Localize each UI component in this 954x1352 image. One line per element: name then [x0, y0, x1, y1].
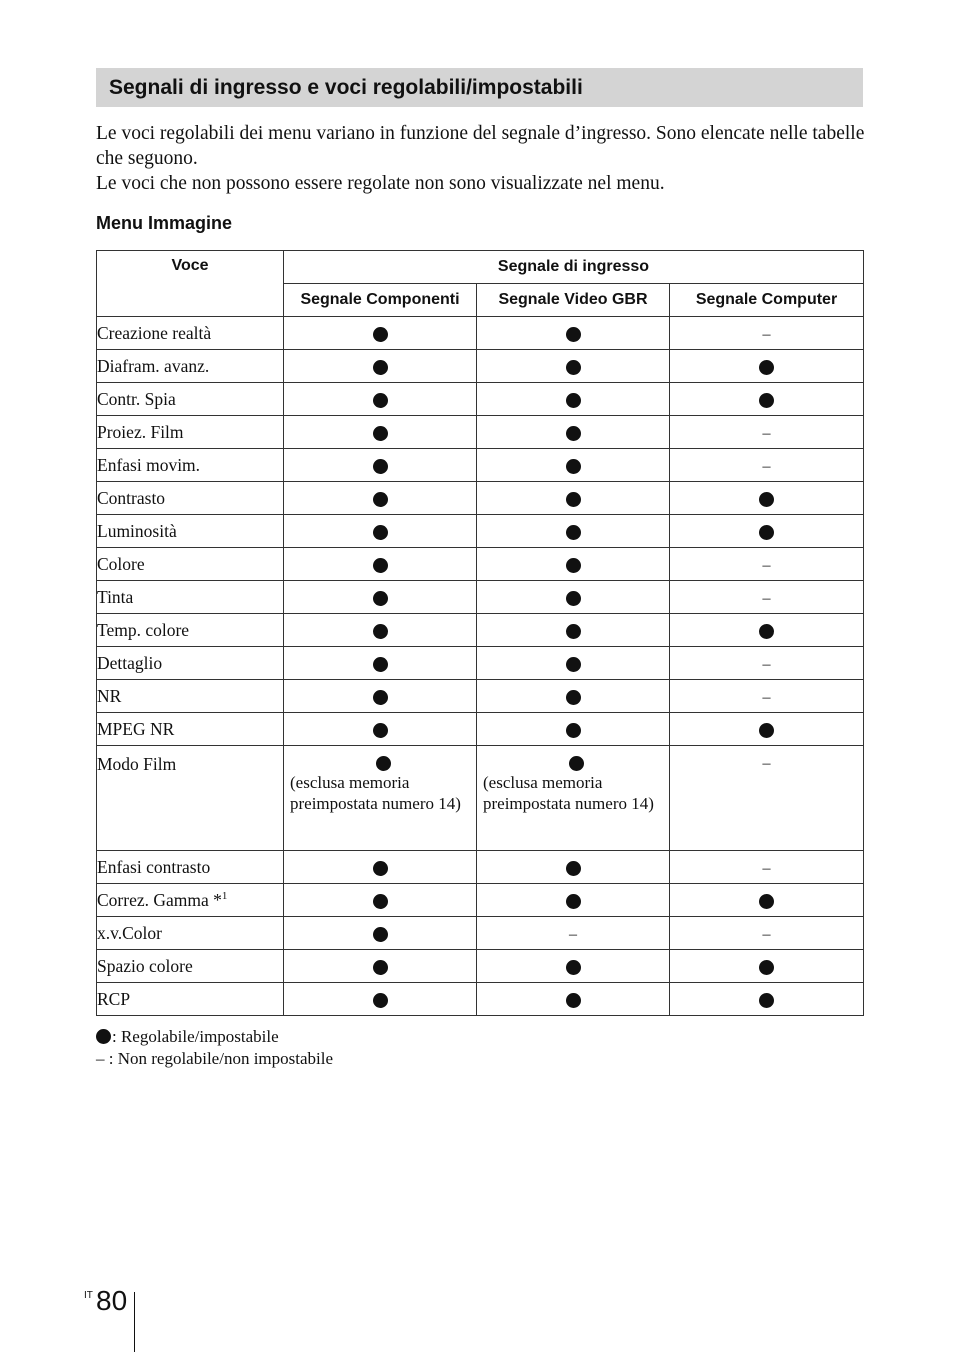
- cell-computer: [670, 383, 864, 416]
- filled-dot-icon: [566, 459, 581, 474]
- filled-dot-icon: [759, 960, 774, 975]
- filled-dot-icon: [759, 525, 774, 540]
- filled-dot-icon: [566, 723, 581, 738]
- table-row: [97, 950, 864, 983]
- cell-componenti: [284, 950, 477, 983]
- row-label-text: Spazio colore: [97, 955, 193, 976]
- cell-video-gbr: [477, 449, 670, 482]
- filled-dot-icon: [566, 624, 581, 639]
- cell-video-gbr: [477, 614, 670, 647]
- cell-componenti: [284, 317, 477, 350]
- filled-dot-icon: [373, 657, 388, 672]
- filled-dot-icon: [759, 360, 774, 375]
- filled-dot-icon: [376, 756, 391, 771]
- filled-dot-icon: [566, 558, 581, 573]
- filled-dot-icon: [566, 360, 581, 375]
- cell-video-gbr: [477, 581, 670, 614]
- filled-dot-icon: [566, 993, 581, 1008]
- cell-componenti: [284, 680, 477, 713]
- cell-video-gbr: [477, 383, 670, 416]
- table-row: [97, 482, 864, 515]
- row-label: [97, 983, 284, 1016]
- row-label: [97, 350, 284, 383]
- row-label-text: Tinta: [97, 586, 134, 607]
- table-row: [97, 983, 864, 1016]
- row-label: [97, 416, 284, 449]
- cell-componenti: [284, 548, 477, 581]
- cell-video-gbr: [477, 482, 670, 515]
- table-row: [97, 548, 864, 581]
- intro-paragraph-2: Le voci che non possono essere regolate non sono visualizzate nel menu.: [96, 173, 665, 194]
- row-label-text: Luminosità: [97, 520, 177, 541]
- filled-dot-icon: [373, 525, 388, 540]
- filled-dot-icon: [759, 894, 774, 909]
- row-label: [97, 746, 284, 851]
- cell-video-gbr: [477, 983, 670, 1016]
- filled-dot-icon: [373, 426, 388, 441]
- filled-dot-icon: [373, 993, 388, 1008]
- table-row: [97, 647, 864, 680]
- cell-computer: [670, 917, 864, 950]
- row-label-text: Diafram. avanz.: [97, 355, 210, 376]
- cell-video-gbr: [477, 884, 670, 917]
- filled-dot-icon: [373, 861, 388, 876]
- table-row: [97, 680, 864, 713]
- table-row: [97, 515, 864, 548]
- dash-mark: –: [762, 589, 771, 607]
- row-label-text: RCP: [97, 988, 131, 1009]
- table-row: [97, 713, 864, 746]
- intro-paragraph-1: Le voci regolabili dei menu variano in funzione del segnale d’ingresso. Sono elencate nelle tabelle che seguono.: [96, 123, 865, 169]
- filled-dot-icon: [759, 993, 774, 1008]
- row-label-text: Enfasi movim.: [97, 454, 201, 475]
- row-label: [97, 482, 284, 515]
- dash-mark: –: [762, 859, 771, 877]
- row-label-text: Contr. Spia: [97, 388, 176, 409]
- table-row: [97, 917, 864, 950]
- cell-note: (esclusa memoria preimpostata numero 14): [290, 773, 461, 813]
- dash-mark: –: [762, 925, 771, 943]
- row-label: [97, 317, 284, 350]
- cell-video-gbr: [477, 746, 670, 851]
- dash-mark: –: [762, 457, 771, 475]
- cell-componenti: [284, 983, 477, 1016]
- cell-video-gbr: [477, 350, 670, 383]
- filled-dot-icon: [566, 525, 581, 540]
- cell-computer: [670, 680, 864, 713]
- header-col-video-gbr: Segnale Video GBR: [477, 284, 670, 317]
- cell-componenti: [284, 884, 477, 917]
- cell-note: (esclusa memoria preimpostata numero 14): [483, 773, 654, 813]
- cell-componenti: [284, 713, 477, 746]
- cell-componenti: [284, 482, 477, 515]
- row-label-text: x.v.Color: [97, 922, 162, 943]
- table-row: [97, 449, 864, 482]
- filled-dot-icon: [759, 492, 774, 507]
- table-body: [97, 317, 864, 1016]
- cell-video-gbr: [477, 515, 670, 548]
- row-label-text: MPEG NR: [97, 718, 175, 739]
- filled-dot-icon: [373, 927, 388, 942]
- filled-dot-icon: [566, 657, 581, 672]
- cell-computer: [670, 548, 864, 581]
- note-dot-wrap: [483, 752, 669, 772]
- cell-computer: [670, 950, 864, 983]
- filled-dot-icon: [373, 459, 388, 474]
- row-label: [97, 680, 284, 713]
- cell-video-gbr: [477, 713, 670, 746]
- cell-computer: [670, 350, 864, 383]
- cell-componenti: [284, 917, 477, 950]
- row-label: [97, 515, 284, 548]
- cell-video-gbr: [477, 917, 670, 950]
- legend-dash-line: – : Non regolabile/non impostabile: [96, 1049, 334, 1068]
- filled-dot-icon: [566, 960, 581, 975]
- table-row: [97, 614, 864, 647]
- filled-dot-icon: [566, 861, 581, 876]
- filled-dot-icon: [373, 558, 388, 573]
- cell-computer: [670, 482, 864, 515]
- page-language-code: IT: [84, 1290, 93, 1301]
- cell-componenti: [284, 746, 477, 851]
- filled-dot-icon: [373, 591, 388, 606]
- row-label-text: Modo Film: [97, 754, 177, 774]
- intro-text: [96, 121, 876, 196]
- filled-dot-icon: [373, 492, 388, 507]
- cell-componenti: [284, 851, 477, 884]
- cell-computer: [670, 416, 864, 449]
- row-label: [97, 884, 284, 917]
- filled-dot-icon: [566, 393, 581, 408]
- header-col-computer: Segnale Computer: [670, 284, 864, 317]
- table-row: [97, 416, 864, 449]
- cell-computer: [670, 647, 864, 680]
- row-label-text: Dettaglio: [97, 652, 163, 673]
- filled-dot-icon: [373, 723, 388, 738]
- row-label: [97, 851, 284, 884]
- cell-computer: [670, 851, 864, 884]
- cell-componenti: [284, 581, 477, 614]
- cell-video-gbr: [477, 950, 670, 983]
- menu-heading: Menu Immagine: [96, 213, 233, 233]
- cell-componenti: [284, 515, 477, 548]
- row-label: [97, 950, 284, 983]
- filled-dot-icon: [373, 960, 388, 975]
- filled-dot-icon: [566, 591, 581, 606]
- filled-dot-icon: [373, 624, 388, 639]
- cell-computer: [670, 515, 864, 548]
- filled-dot-icon: [373, 894, 388, 909]
- header-voce: Voce: [97, 251, 284, 317]
- filled-dot-icon: [759, 393, 774, 408]
- cell-computer: [670, 884, 864, 917]
- table-row: [97, 851, 864, 884]
- note-dot-wrap: [290, 752, 476, 772]
- dash-mark: –: [762, 556, 771, 574]
- dash-mark: –: [569, 925, 577, 943]
- row-label: [97, 917, 284, 950]
- cell-video-gbr: [477, 680, 670, 713]
- row-label: [97, 383, 284, 416]
- row-label-text: Colore: [97, 553, 145, 574]
- cell-computer: [670, 983, 864, 1016]
- section-header-bar: [96, 68, 863, 107]
- cell-computer: [670, 581, 864, 614]
- cell-computer: [670, 614, 864, 647]
- row-label-text: Temp. colore: [97, 619, 190, 640]
- dash-mark: –: [762, 424, 771, 442]
- cell-video-gbr: [477, 416, 670, 449]
- table-row: [97, 884, 864, 917]
- cell-componenti: [284, 416, 477, 449]
- header-col-componenti: Segnale Componenti: [284, 284, 477, 317]
- row-label: [97, 449, 284, 482]
- filled-dot-icon: [373, 360, 388, 375]
- filled-dot-icon: [373, 393, 388, 408]
- filled-dot-icon: [759, 723, 774, 738]
- page-number-divider: [134, 1292, 135, 1352]
- cell-video-gbr: [477, 647, 670, 680]
- cell-componenti: [284, 350, 477, 383]
- table-row: [97, 746, 864, 851]
- dash-mark: –: [762, 755, 771, 772]
- row-label: [97, 548, 284, 581]
- legend-dot-text: : Regolabile/impostabile: [112, 1027, 279, 1046]
- table-row: [97, 317, 864, 350]
- cell-computer: [670, 746, 864, 851]
- header-signal-group: Segnale di ingresso: [284, 251, 864, 284]
- row-label: [97, 647, 284, 680]
- signal-table: [96, 250, 864, 1016]
- dash-mark: –: [762, 655, 771, 673]
- cell-componenti: [284, 449, 477, 482]
- cell-componenti: [284, 647, 477, 680]
- cell-computer: [670, 317, 864, 350]
- row-label-text: Enfasi contrasto: [97, 856, 211, 877]
- dash-mark: –: [762, 688, 771, 706]
- dash-mark: –: [762, 325, 771, 343]
- cell-video-gbr: [477, 317, 670, 350]
- cell-computer: [670, 713, 864, 746]
- row-label: [97, 713, 284, 746]
- cell-componenti: [284, 614, 477, 647]
- filled-dot-icon: [569, 756, 584, 771]
- row-label-text: Creazione realtà: [97, 322, 212, 343]
- cell-computer: [670, 449, 864, 482]
- table-row: [97, 383, 864, 416]
- row-label-text: Proiez. Film: [97, 421, 184, 442]
- row-label-text: Correz. Gamma *: [97, 889, 222, 910]
- filled-dot-icon: [566, 426, 581, 441]
- filled-dot-icon: [373, 690, 388, 705]
- filled-dot-icon: [759, 624, 774, 639]
- row-label: [97, 614, 284, 647]
- filled-dot-icon: [96, 1029, 111, 1044]
- filled-dot-icon: [566, 492, 581, 507]
- row-label: [97, 581, 284, 614]
- legend: [96, 1026, 333, 1070]
- filled-dot-icon: [566, 894, 581, 909]
- table-row: [97, 581, 864, 614]
- filled-dot-icon: [566, 327, 581, 342]
- cell-video-gbr: [477, 548, 670, 581]
- legend-dot-line: [96, 1026, 333, 1048]
- page-number: 80: [96, 1285, 128, 1316]
- footnote-marker: 1: [221, 889, 228, 902]
- filled-dot-icon: [566, 690, 581, 705]
- cell-componenti: [284, 383, 477, 416]
- table-row: [97, 350, 864, 383]
- section-title: Segnali di ingresso e voci regolabili/impostabili: [109, 75, 583, 99]
- filled-dot-icon: [373, 327, 388, 342]
- row-label-text: Contrasto: [97, 487, 166, 508]
- cell-video-gbr: [477, 851, 670, 884]
- row-label-text: NR: [97, 685, 122, 706]
